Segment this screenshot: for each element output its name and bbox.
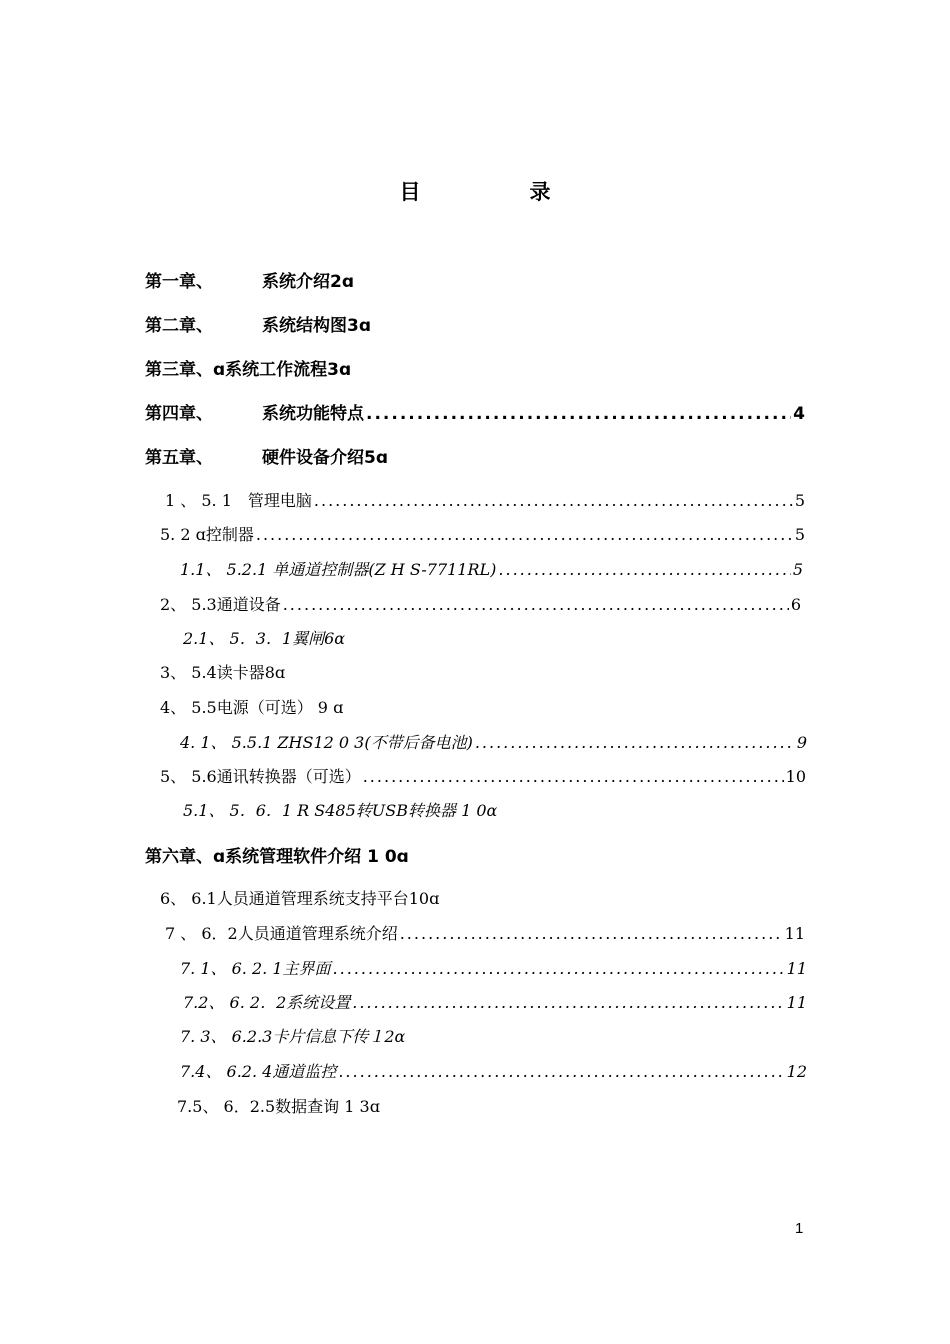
- toc-chapter-5[interactable]: [145, 443, 388, 468]
- leader-dots: [400, 924, 783, 943]
- chapter-label: 第五章、: [145, 448, 213, 468]
- page-ref: 5: [792, 560, 803, 579]
- leader-dots: [333, 959, 785, 978]
- toc-title: 目 录: [399, 180, 595, 204]
- chapter-label: 第四章、: [145, 404, 213, 424]
- toc-entry[interactable]: [180, 1024, 405, 1047]
- toc-entry[interactable]: [160, 592, 801, 615]
- entry-text: 3、 5.4读卡器8ɑ: [160, 663, 286, 682]
- page-ref: 11: [784, 924, 805, 943]
- leader-dots: [314, 491, 793, 510]
- toc-chapter-2[interactable]: [145, 311, 371, 336]
- chapter-label: 第六章、ɑ系统管理软件介绍 1 0ɑ: [145, 847, 409, 867]
- entry-text: 4、 5.5电源（可选） 9 ɑ: [160, 698, 344, 717]
- page-number: 1: [795, 1220, 804, 1237]
- page-ref: 11: [786, 993, 807, 1012]
- entry-text: 1.1、 5.2.1 单通道控制器(Z H S-7711RL): [180, 560, 497, 579]
- entry-text: 1 、 5. 1 管理电脑: [165, 491, 312, 510]
- page-ref: 4: [793, 404, 805, 424]
- page-ref: 11: [786, 959, 807, 978]
- toc-entry[interactable]: [160, 660, 285, 683]
- toc-entry[interactable]: [165, 921, 805, 944]
- leader-dots: [498, 560, 790, 579]
- leader-dots: [352, 993, 784, 1012]
- chapter-label: 第三章、ɑ系统工作流程3ɑ: [145, 360, 352, 380]
- entry-text: 7.2、 6. 2．2系统设置: [183, 993, 351, 1012]
- page-ref: 10: [785, 767, 806, 786]
- toc-entry[interactable]: [180, 730, 807, 753]
- chapter-text: 系统功能特点: [262, 404, 364, 424]
- entry-text: 2、 5.3通道设备: [160, 595, 281, 614]
- toc-chapter-3[interactable]: [145, 355, 351, 380]
- page-ref: 9: [796, 733, 807, 752]
- toc-entry[interactable]: [183, 626, 345, 649]
- toc-entry[interactable]: [180, 956, 807, 979]
- entry-text: 7. 1、 6. 2. 1主界面: [180, 959, 331, 978]
- entry-text: 5. 2 ɑ控制器: [160, 525, 254, 544]
- toc-chapter-4[interactable]: [145, 399, 805, 424]
- leader-dots: [366, 404, 791, 424]
- entry-text: 7 、 6．2人员通道管理系统介绍: [165, 924, 398, 943]
- toc-entry[interactable]: [183, 798, 497, 821]
- entry-text: 6、 6.1人员通道管理系统支持平台10ɑ: [160, 889, 440, 908]
- toc-chapter-1[interactable]: [145, 267, 354, 292]
- leader-dots: [283, 595, 789, 614]
- entry-text: 7. 3、 6.2.3卡片信息下传１2ɑ: [180, 1027, 406, 1046]
- toc-entry[interactable]: [183, 990, 807, 1013]
- chapter-label: 第二章、: [145, 316, 213, 336]
- entry-text: 2.1、 5．3．1翼闸6ɑ: [183, 629, 346, 648]
- entry-text: 5、 5.6通讯转换器（可选）: [160, 767, 361, 786]
- toc-entry[interactable]: [160, 695, 343, 718]
- chapter-text: 系统介绍2ɑ: [262, 272, 354, 292]
- toc-chapter-6[interactable]: [145, 842, 409, 867]
- chapter-text: 系统结构图3ɑ: [262, 316, 371, 336]
- leader-dots: [256, 525, 793, 544]
- chapter-label: 第一章、: [145, 272, 213, 292]
- page-ref: 6: [790, 595, 801, 614]
- entry-text: 7.4、 6.2. 4通道监控: [180, 1062, 337, 1081]
- entry-text: 4. 1、 5.5.1 ZHS12 0 3(不带后备电池): [180, 733, 473, 752]
- page-ref: 5: [794, 525, 805, 544]
- toc-entry[interactable]: [160, 886, 439, 909]
- leader-dots: [475, 733, 795, 752]
- toc-entry[interactable]: [177, 1094, 380, 1117]
- leader-dots: [363, 767, 784, 786]
- leader-dots: [338, 1062, 784, 1081]
- page-ref: 5: [794, 491, 805, 510]
- toc-entry[interactable]: [165, 488, 805, 511]
- chapter-text: 硬件设备介绍5ɑ: [262, 448, 388, 468]
- toc-entry[interactable]: [160, 522, 805, 545]
- toc-entry[interactable]: [180, 557, 803, 580]
- entry-text: 7.5、 6．2.5数据查询 1 3ɑ: [177, 1097, 380, 1116]
- toc-entry[interactable]: [180, 1059, 807, 1082]
- entry-text: 5.1、 5．6．1 R S485转USB转换器 1 0ɑ: [183, 801, 498, 820]
- page-ref: 12: [786, 1062, 807, 1081]
- toc-entry[interactable]: [160, 764, 806, 787]
